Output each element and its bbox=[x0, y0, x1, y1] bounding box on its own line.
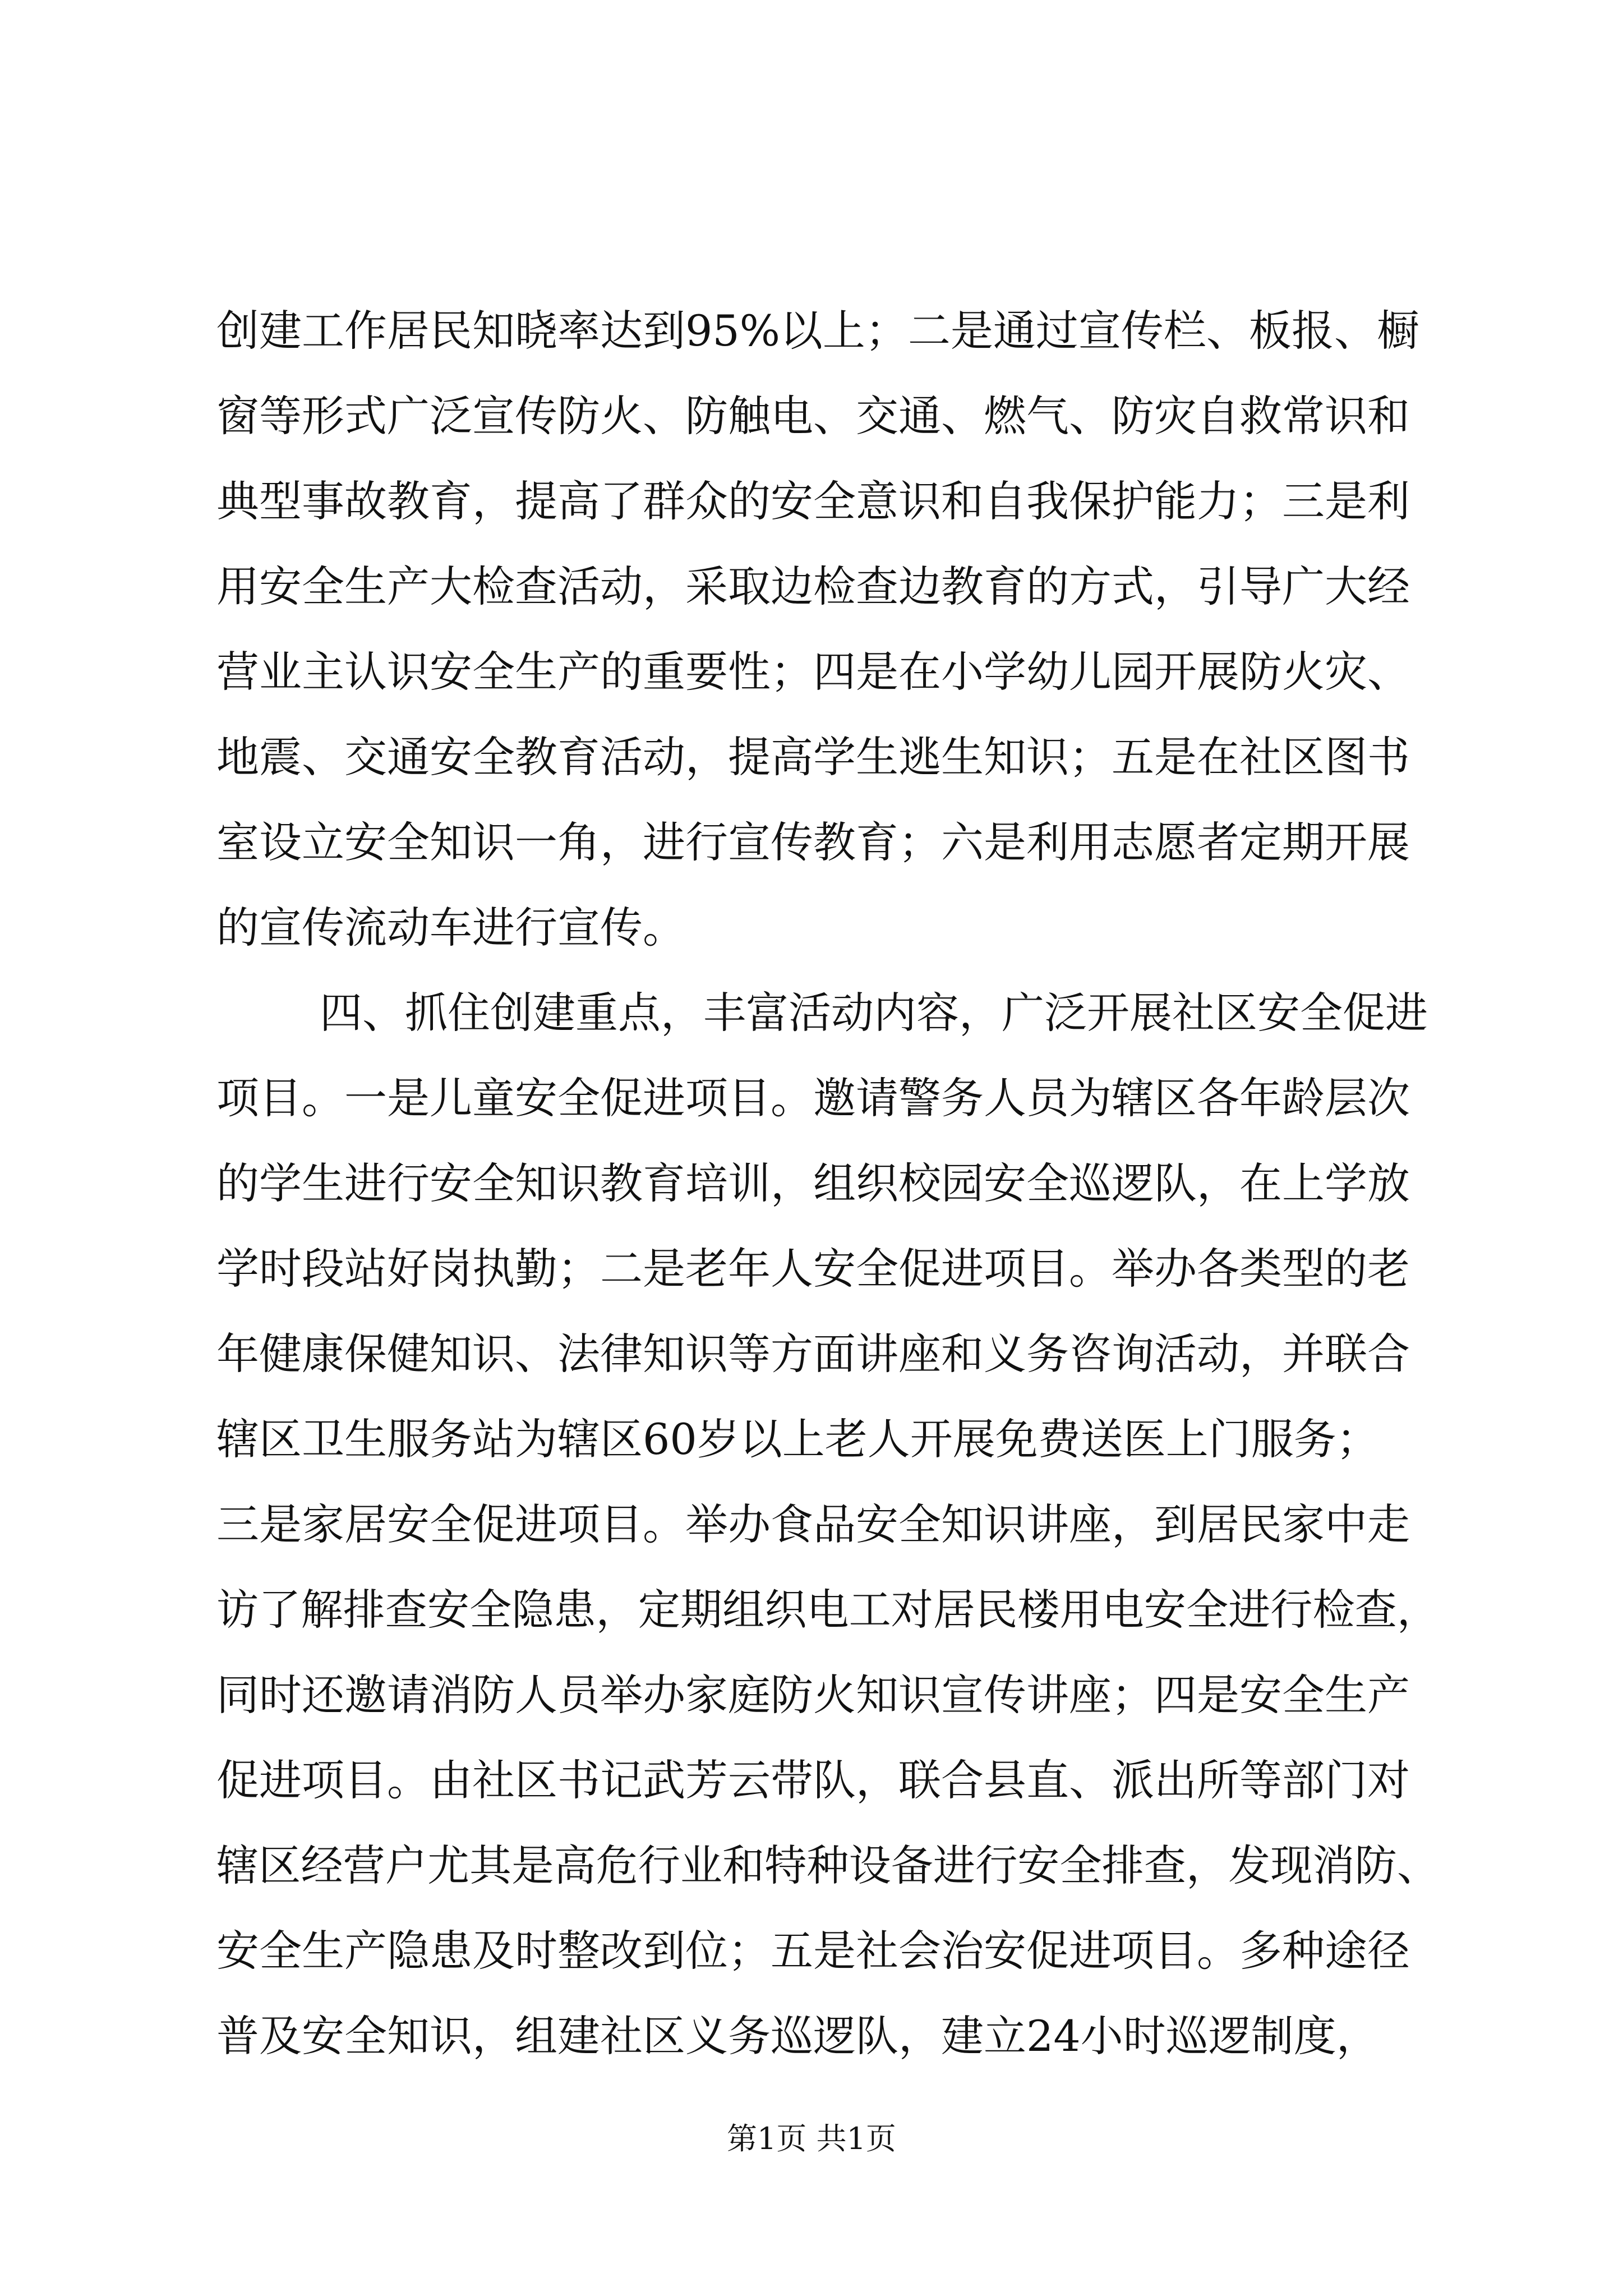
text-line: 三是家居安全促进项目。举办食品安全知识讲座，到居民家中走 bbox=[216, 1499, 1410, 1549]
text-line: 普及安全知识，组建社区义务巡逻队，建立24小时巡逻制度， bbox=[216, 2011, 1379, 2061]
text-line: 的学生进行安全知识教育培训，组织校园安全巡逻队，在上学放 bbox=[216, 1158, 1410, 1208]
text-line: 营业主认识安全生产的重要性；四是在小学幼儿园开展防火灾、 bbox=[216, 647, 1410, 697]
page-number-footer: 第1页 共1页 bbox=[727, 2121, 896, 2156]
text-line: 典型事故教育，提高了群众的安全意识和自我保护能力；三是利 bbox=[216, 476, 1410, 526]
paragraph-heading-line: 四、抓住创建重点，丰富活动内容，广泛开展社区安全促进 bbox=[320, 988, 1428, 1038]
text-line: 学时段站好岗执勤；二是老年人安全促进项目。举办各类型的老 bbox=[216, 1244, 1410, 1294]
text-line: 年健康保健知识、法律知识等方面讲座和义务咨询活动，并联合 bbox=[216, 1329, 1410, 1379]
text-line: 的宣传流动车进行宣传。 bbox=[216, 903, 685, 953]
text-line: 同时还邀请消防人员举办家庭防火知识宣传讲座；四是安全生产 bbox=[216, 1670, 1410, 1720]
text-line: 用安全生产大检查活动，采取边检查边教育的方式，引导广大经 bbox=[216, 562, 1410, 611]
text-line: 辖区经营户尤其是高危行业和特种设备进行安全排查，发现消防、 bbox=[216, 1841, 1439, 1890]
text-line: 辖区卫生服务站为辖区60岁以上老人开展免费送医上门服务； bbox=[216, 1414, 1379, 1464]
text-line: 窗等形式广泛宣传防火、防触电、交通、燃气、防灾自救常识和 bbox=[216, 391, 1410, 441]
text-line: 访了解排查安全隐患，定期组织电工对居民楼用电安全进行检查， bbox=[216, 1585, 1439, 1635]
text-line: 地震、交通安全教育活动，提高学生逃生知识；五是在社区图书 bbox=[216, 732, 1410, 782]
text-line: 室设立安全知识一角，进行宣传教育；六是利用志愿者定期开展 bbox=[216, 817, 1410, 867]
text-line: 创建工作居民知晓率达到95%以上；二是通过宣传栏、板报、橱 bbox=[216, 306, 1419, 356]
text-line: 安全生产隐患及时整改到位；五是社会治安促进项目。多种途径 bbox=[216, 1926, 1410, 1976]
text-line: 项目。一是儿童安全促进项目。邀请警务人员为辖区各年龄层次 bbox=[216, 1073, 1410, 1123]
text-line: 促进项目。由社区书记武芳云带队，联合县直、派出所等部门对 bbox=[216, 1755, 1410, 1805]
